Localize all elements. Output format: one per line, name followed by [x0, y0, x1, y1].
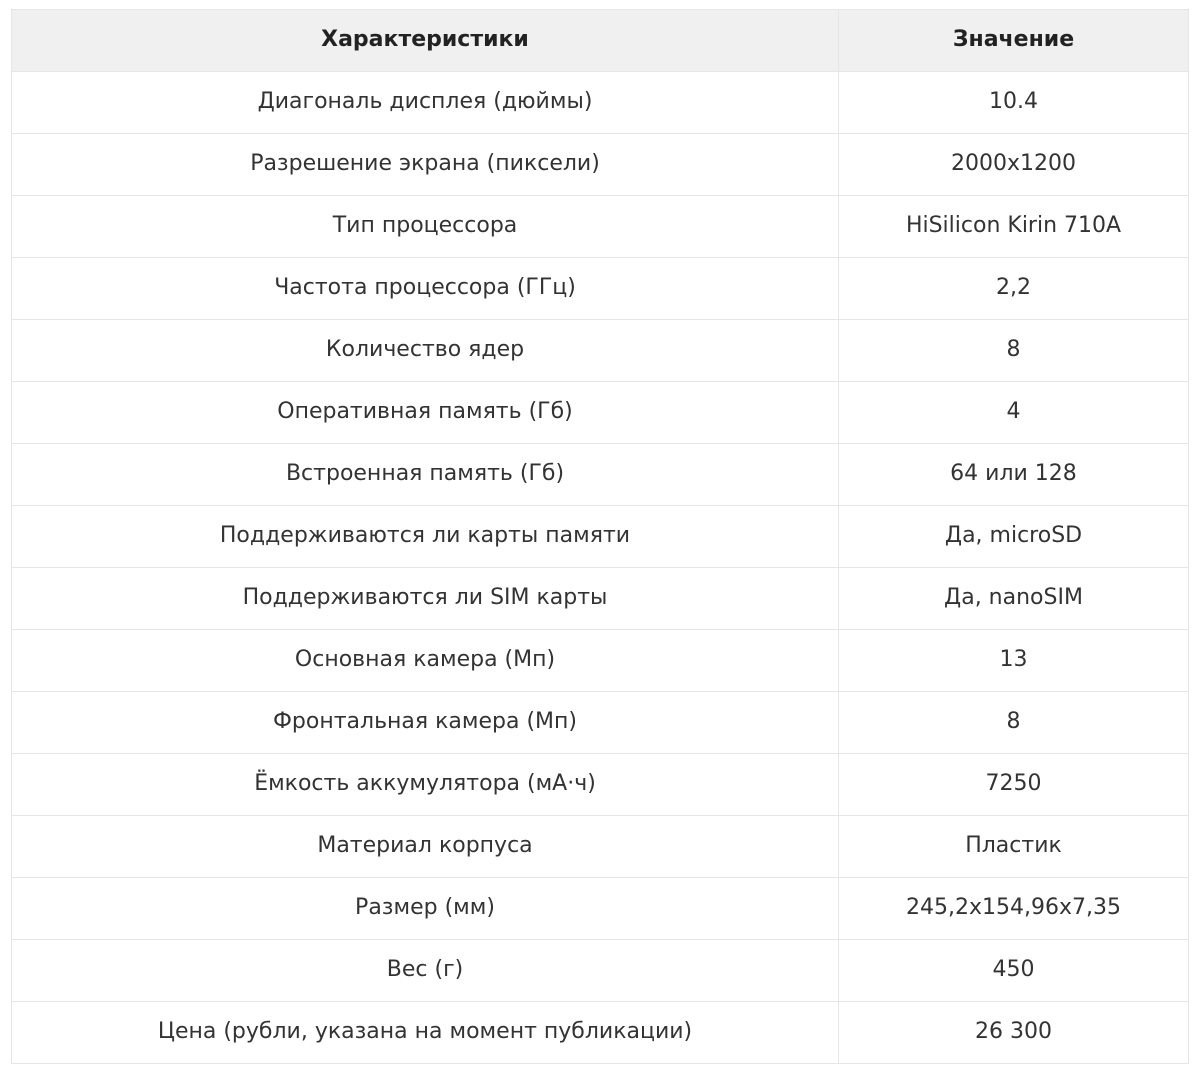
characteristic-cell: Размер (мм): [12, 878, 839, 940]
characteristic-cell: Встроенная память (Гб): [12, 444, 839, 506]
table-row: [12, 692, 1189, 754]
table-row: [12, 382, 1189, 444]
table-row: [12, 940, 1189, 1002]
characteristic-cell: Вес (г): [12, 940, 839, 1002]
value-cell: Пластик: [839, 816, 1189, 878]
specs-table-container: [11, 9, 1188, 1064]
table-row: [12, 816, 1189, 878]
value-cell: 450: [839, 940, 1189, 1002]
value-cell: 2000x1200: [839, 134, 1189, 196]
characteristic-cell: Поддерживаются ли SIM карты: [12, 568, 839, 630]
table-header-row: [12, 10, 1189, 72]
value-cell: 2,2: [839, 258, 1189, 320]
table-row: [12, 72, 1189, 134]
value-cell: Да, nanoSIM: [839, 568, 1189, 630]
characteristic-cell: Разрешение экрана (пиксели): [12, 134, 839, 196]
specs-table: [11, 9, 1189, 1064]
value-cell: 4: [839, 382, 1189, 444]
characteristic-cell: Поддерживаются ли карты памяти: [12, 506, 839, 568]
table-row: [12, 196, 1189, 258]
characteristic-cell: Оперативная память (Гб): [12, 382, 839, 444]
characteristic-cell: Материал корпуса: [12, 816, 839, 878]
table-row: [12, 258, 1189, 320]
table-row: [12, 630, 1189, 692]
table-row: [12, 1002, 1189, 1064]
characteristic-cell: Частота процессора (ГГц): [12, 258, 839, 320]
characteristic-cell: Диагональ дисплея (дюймы): [12, 72, 839, 134]
value-cell: 8: [839, 320, 1189, 382]
column-header-value: Значение: [839, 10, 1189, 72]
characteristic-cell: Ёмкость аккумулятора (мА·ч): [12, 754, 839, 816]
table-row: [12, 134, 1189, 196]
table-row: [12, 444, 1189, 506]
characteristic-cell: Фронтальная камера (Мп): [12, 692, 839, 754]
table-row: [12, 506, 1189, 568]
value-cell: 10.4: [839, 72, 1189, 134]
characteristic-cell: Основная камера (Мп): [12, 630, 839, 692]
characteristic-cell: Тип процессора: [12, 196, 839, 258]
table-row: [12, 754, 1189, 816]
table-row: [12, 320, 1189, 382]
value-cell: Да, microSD: [839, 506, 1189, 568]
value-cell: 26 300: [839, 1002, 1189, 1064]
table-row: [12, 878, 1189, 940]
value-cell: 8: [839, 692, 1189, 754]
value-cell: 64 или 128: [839, 444, 1189, 506]
table-row: [12, 568, 1189, 630]
characteristic-cell: Цена (рубли, указана на момент публикации): [12, 1002, 839, 1064]
characteristic-cell: Количество ядер: [12, 320, 839, 382]
column-header-characteristic: Характеристики: [12, 10, 839, 72]
value-cell: HiSilicon Kirin 710A: [839, 196, 1189, 258]
value-cell: 7250: [839, 754, 1189, 816]
value-cell: 13: [839, 630, 1189, 692]
value-cell: 245,2x154,96x7,35: [839, 878, 1189, 940]
